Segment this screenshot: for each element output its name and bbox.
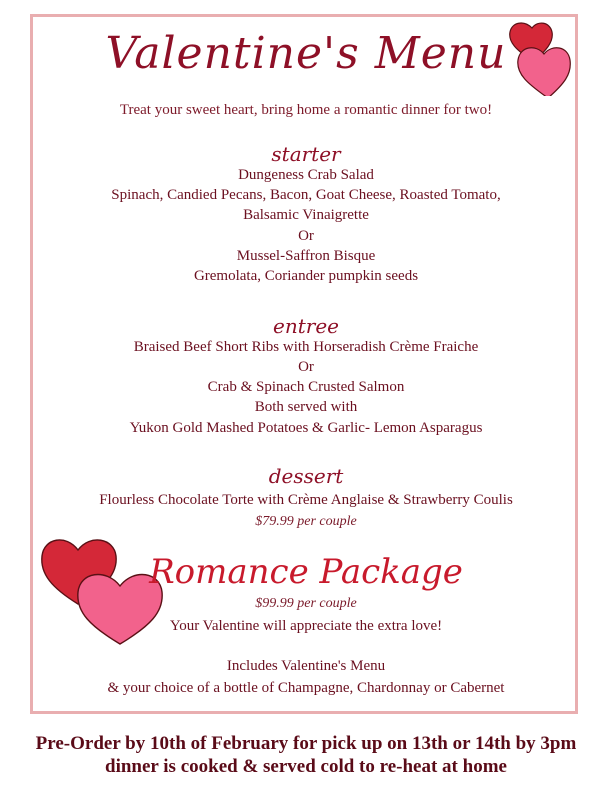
dessert-price: $79.99 per couple — [255, 514, 357, 529]
menu-line: Gremolata, Coriander pumpkin seeds — [193, 268, 419, 284]
menu-line: Crab & Spinach Crusted Salmon — [207, 379, 405, 395]
starter-heading: starter — [271, 142, 341, 166]
romance-includes-line: Includes Valentine's Menu — [226, 658, 386, 674]
menu-line: Both served with — [254, 399, 358, 415]
menu-line: Dungeness Crab Salad — [238, 167, 374, 183]
reheat-notice: dinner is cooked & served cold to re-heat at home — [105, 756, 507, 777]
menu-line: Spinach, Candied Pecans, Bacon, Goat Cheese, Roasted Tomato, — [111, 187, 501, 203]
romance-heading: Romance Package — [149, 552, 463, 592]
menu-line: Braised Beef Short Ribs with Horseradish Crème Fraiche — [133, 339, 479, 355]
page-title: Valentine's Menu — [105, 28, 507, 79]
tagline: Treat your sweet heart, bring home a romantic dinner for two! — [119, 102, 493, 118]
preorder-notice: Pre-Order by 10th of February for pick up on 13th or 14th by 3pm — [35, 733, 577, 754]
menu-line: Flourless Chocolate Torte with Crème Anglaise & Strawberry Coulis — [99, 492, 513, 508]
menu-line: Balsamic Vinaigrette — [243, 207, 369, 223]
entree-heading: entree — [273, 314, 339, 338]
menu-line: Or — [298, 228, 314, 244]
dessert-heading: dessert — [268, 464, 344, 488]
romance-note: Your Valentine will appreciate the extra love! — [169, 618, 443, 634]
menu-line: Yukon Gold Mashed Potatoes & Garlic- Lemon Asparagus — [129, 420, 483, 436]
romance-price: $99.99 per couple — [255, 596, 357, 611]
menu-line: Or — [298, 359, 314, 375]
menu-line: Mussel-Saffron Bisque — [236, 248, 376, 264]
romance-includes-line: & your choice of a bottle of Champagne, Chardonnay or Cabernet — [107, 680, 505, 696]
